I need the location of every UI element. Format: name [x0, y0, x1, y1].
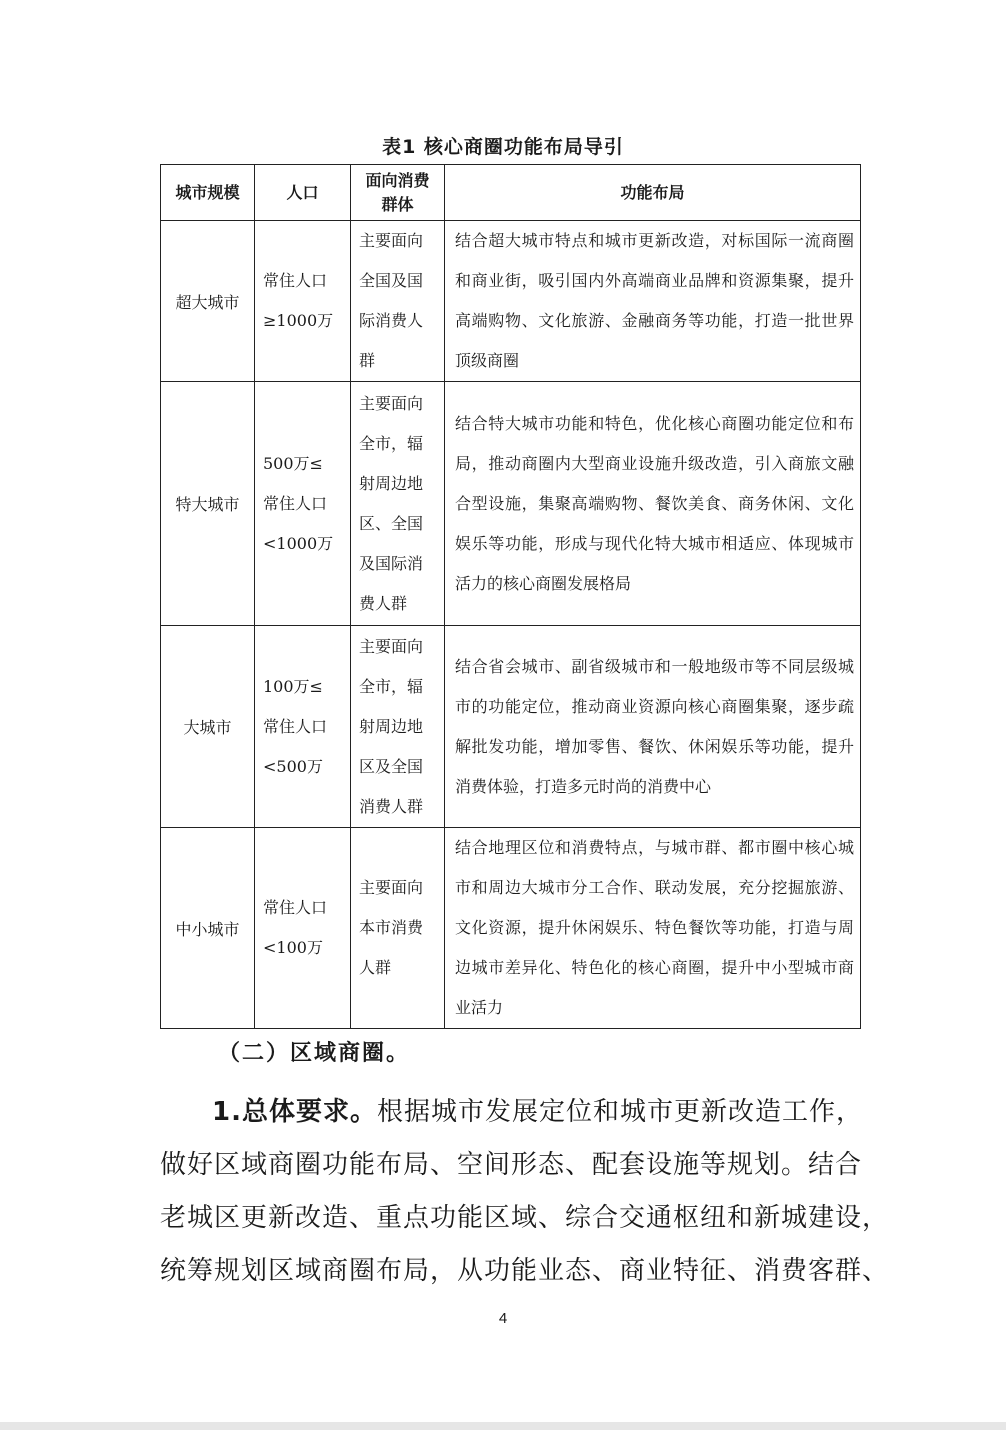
- table-caption: 表1 核心商圈功能布局导引: [382, 136, 624, 158]
- header-city-scale: 城市规模: [161, 165, 255, 221]
- cell-city-scale: 中小城市: [161, 828, 255, 1029]
- cell-city-scale: 特大城市: [161, 382, 255, 626]
- cell-function-layout: 结合超大城市特点和城市更新改造，对标国际一流商圈和商业街，吸引国内外高端商业品牌和资源集聚，提升高端购物、文化旅游、金融商务等功能，打造一批世界顶级商圈: [445, 221, 861, 382]
- cell-target-group: 主要面向 全市，辐 射周边地 区、全国 及国际消 费人群: [351, 382, 445, 626]
- header-population: 人口: [255, 165, 351, 221]
- paragraph-line: [160, 1086, 863, 1139]
- paragraph-line: 做好区域商圈功能布局、空间形态、配套设施等规划。结合: [160, 1150, 863, 1180]
- cell-city-scale: 超大城市: [161, 221, 255, 382]
- paragraph-line: 老城区更新改造、重点功能区域、综合交通枢纽和新城建设，: [160, 1203, 890, 1233]
- cell-population: 500万≤ 常住人口 <1000万: [255, 382, 351, 626]
- cell-function-layout: 结合特大城市功能和特色，优化核心商圈功能定位和布局，推动商圈内大型商业设施升级改造，引入商旅文融合型设施，集聚高端购物、餐饮美食、商务休闲、文化娱乐等功能，形成与现代化特大城市相适应、体现城市活力的核心商圈发展格局: [445, 382, 861, 626]
- table-row: [161, 221, 861, 382]
- body-paragraph: [160, 1086, 890, 1298]
- header-function-layout: 功能布局: [445, 165, 861, 221]
- cell-function-layout: 结合省会城市、副省级城市和一般地级市等不同层级城市的功能定位，推动商业资源向核心商圈集聚，逐步疏解批发功能，增加零售、餐饮、休闲娱乐等功能，提升消费体验，打造多元时尚的消费中心: [445, 626, 861, 828]
- cell-target-group: 主要面向 本市消费 人群: [351, 828, 445, 1029]
- header-target-group: 面向消费 群体: [351, 165, 445, 221]
- cell-function-layout: 结合地理区位和消费特点，与城市群、都市圈中核心城市和周边大城市分工合作、联动发展，充分挖掘旅游、文化资源，提升休闲娱乐、特色餐饮等功能，打造与周边城市差异化、特色化的核心商圈，提升中小型城市商业活力: [445, 828, 861, 1029]
- section-heading: （二）区域商圈。: [218, 1041, 411, 1066]
- core-business-district-table: [160, 164, 861, 1029]
- table-header-row: [161, 165, 861, 221]
- cell-population: 100万≤ 常住人口 <500万: [255, 626, 351, 828]
- table-row: [161, 382, 861, 626]
- page-number: 4: [498, 1310, 508, 1327]
- paragraph-lead: 1.总体要求。: [212, 1097, 377, 1127]
- paragraph-line: 统筹规划区域商圈布局，从功能业态、商业特征、消费客群、: [160, 1256, 890, 1286]
- cell-target-group: 主要面向 全市，辐 射周边地 区及全国 消费人群: [351, 626, 445, 828]
- cell-population: 常住人口 ≥1000万: [255, 221, 351, 382]
- cell-target-group: 主要面向 全国及国 际消费人 群: [351, 221, 445, 382]
- table-row: [161, 828, 861, 1029]
- cell-population: 常住人口 <100万: [255, 828, 351, 1029]
- paragraph-line-text: 根据城市发展定位和城市更新改造工作，: [376, 1097, 863, 1127]
- table-row: [161, 626, 861, 828]
- cell-city-scale: 大城市: [161, 626, 255, 828]
- viewer-bottom-strip: [0, 1422, 1006, 1430]
